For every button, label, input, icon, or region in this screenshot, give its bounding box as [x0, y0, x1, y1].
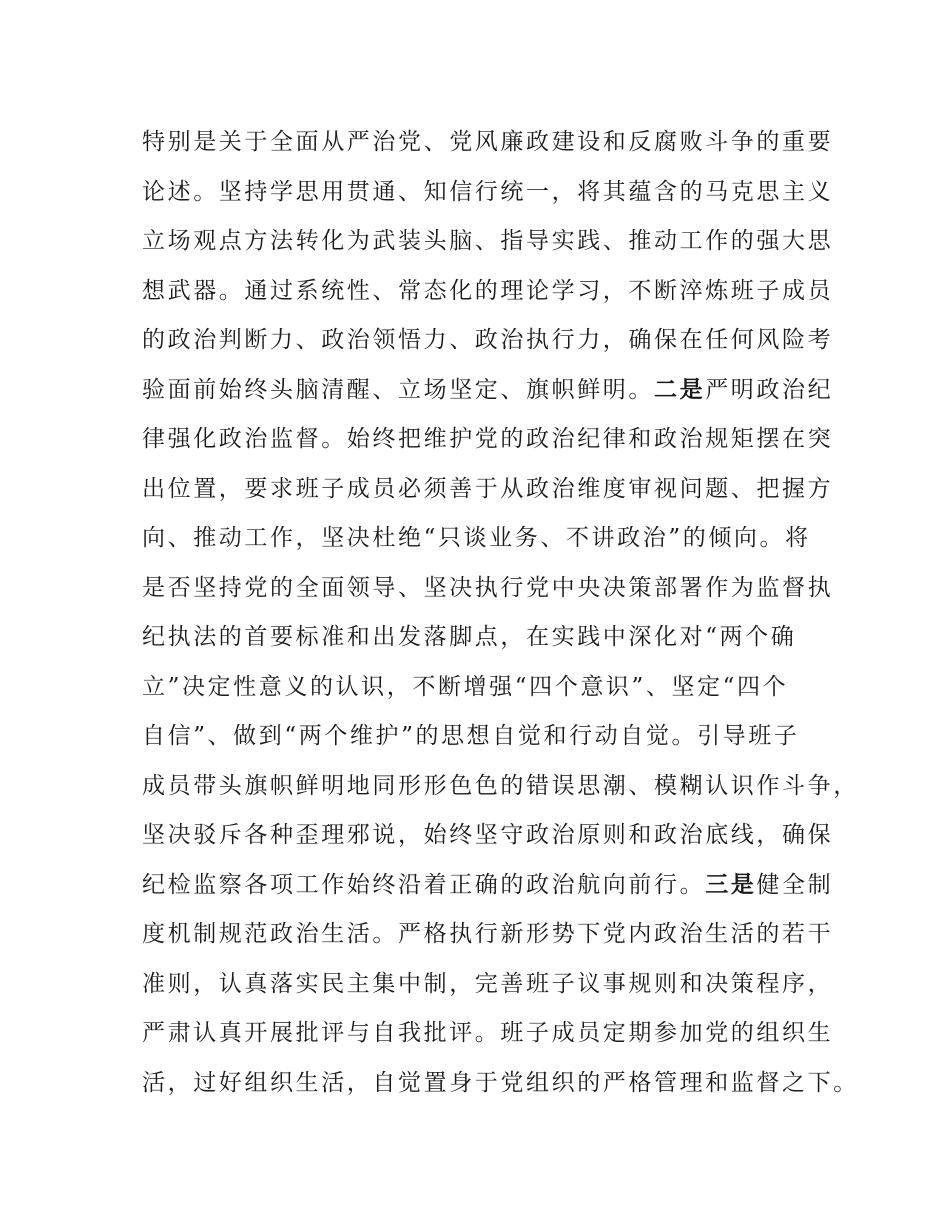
body-text [142, 118, 859, 1108]
text-line: 度机制规范政治生活。严格执行新形势下党内政治生活的若干 [142, 921, 834, 947]
point-marker: 二是 [654, 376, 706, 403]
text-line [142, 861, 842, 911]
text-line: 坚决驳斥各种歪理邪说，始终坚守政治原则和政治底线，确保 [142, 822, 834, 848]
text-line: 向、推动工作，坚决杜绝“只谈业务、不讲政治”的倾向。将 [142, 525, 811, 551]
text-line: 纪执法的首要标准和出发落脚点，在实践中深化对“两个确 [142, 624, 797, 650]
text-segment: 验面前始终头脑清醒、立场坚定、旗帜鲜明。 [142, 376, 654, 403]
text-line: 是否坚持党的全面领导、坚决执行党中央决策部署作为监督执 [142, 574, 834, 601]
text-line: 立场观点方法转化为武装头脑、指导实践、推动工作的强大思 [142, 228, 834, 254]
text-line [142, 366, 842, 416]
point-marker: 三是 [705, 871, 757, 898]
text-line: 论述。坚持学思用贯通、知信行统一，将其蕴含的马克思主义 [142, 178, 834, 205]
text-line: 成员带头旗帜鲜明地同形形色色的错误思潮、模糊认识作斗争， [142, 772, 859, 799]
text-line: 的政治判断力、政治领悟力、政治执行力，确保在任何风险考 [142, 327, 834, 353]
text-line: 自信”、做到“两个维护”的思想自觉和行动自觉。引导班子 [142, 723, 800, 749]
text-line: 出位置，要求班子成员必须善于从政治维度审视问题、把握方 [142, 475, 834, 502]
text-line: 准则，认真落实民主集中制，完善班子议事规则和决策程序， [142, 970, 834, 997]
text-line: 特别是关于全面从严治党、党风廉政建设和反腐败斗争的重要 [142, 129, 834, 155]
text-line: 想武器。通过系统性、常态化的理论学习，不断淬炼班子成员 [142, 277, 834, 304]
text-line: 严肃认真开展批评与自我批评。班子成员定期参加党的组织生 [142, 1020, 834, 1046]
text-line: 活，过好组织生活，自觉置身于党组织的严格管理和监督之下。 [142, 1069, 859, 1096]
text-line: 律强化政治监督。始终把维护党的政治纪律和政治规矩摆在突 [142, 426, 834, 452]
text-segment: 严明政治纪 [705, 376, 834, 403]
text-segment: 健全制 [756, 871, 834, 898]
text-line: 立”决定性意义的认识，不断增强“四个意识”、坚定“四个 [142, 673, 789, 700]
text-segment: 纪检监察各项工作始终沿着正确的政治航向前行。 [142, 871, 706, 898]
